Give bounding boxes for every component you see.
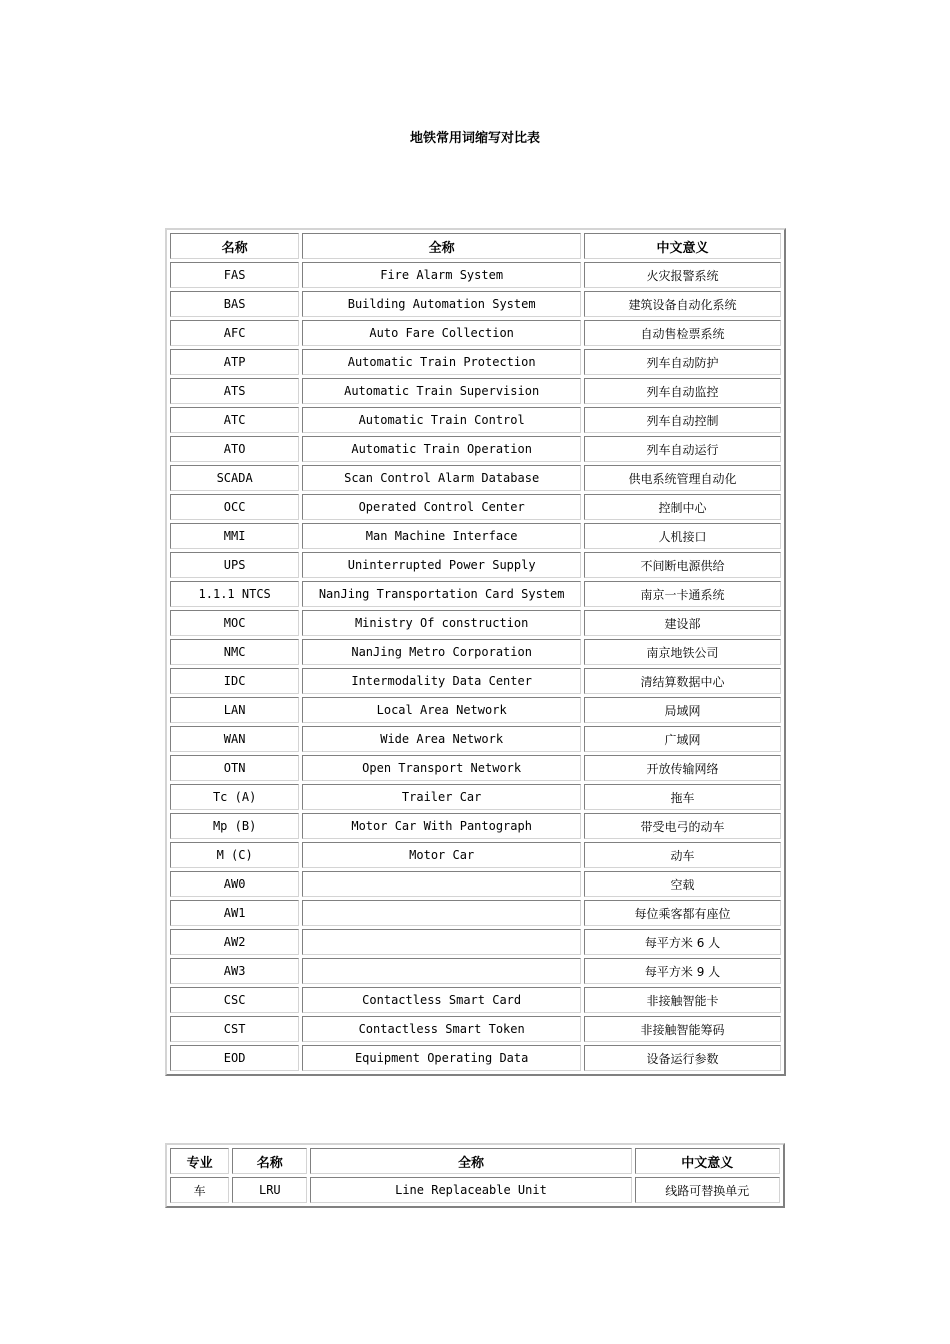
table-row bbox=[170, 784, 781, 810]
cell-full-name: Automatic Train Protection bbox=[302, 349, 581, 375]
table-header-row bbox=[170, 233, 781, 259]
cell-chinese-meaning: 空载 bbox=[584, 871, 781, 897]
cell-chinese-meaning: 动车 bbox=[584, 842, 781, 868]
cell-abbreviation: M (C) bbox=[170, 842, 299, 868]
column-header-specialty: 专业 bbox=[170, 1148, 229, 1174]
cell-full-name: Automatic Train Supervision bbox=[302, 378, 581, 404]
table-row bbox=[170, 842, 781, 868]
table-row bbox=[170, 726, 781, 752]
cell-full-name: Fire Alarm System bbox=[302, 262, 581, 288]
cell-chinese-meaning: 人机接口 bbox=[584, 523, 781, 549]
cell-full-name: Man Machine Interface bbox=[302, 523, 581, 549]
cell-chinese-meaning: 开放传输网络 bbox=[584, 755, 781, 781]
cell-full-name bbox=[302, 929, 581, 955]
cell-full-name: Line Replaceable Unit bbox=[310, 1177, 631, 1203]
cell-chinese-meaning: 不间断电源供给 bbox=[584, 552, 781, 578]
cell-abbreviation: LRU bbox=[232, 1177, 307, 1203]
table-row bbox=[170, 987, 781, 1013]
table-row bbox=[170, 291, 781, 317]
table-row bbox=[170, 349, 781, 375]
table-row bbox=[170, 755, 781, 781]
cell-abbreviation: MMI bbox=[170, 523, 299, 549]
cell-full-name: Wide Area Network bbox=[302, 726, 581, 752]
cell-full-name bbox=[302, 871, 581, 897]
cell-full-name: Equipment Operating Data bbox=[302, 1045, 581, 1071]
cell-abbreviation: 1.1.1 NTCS bbox=[170, 581, 299, 607]
table-row bbox=[170, 958, 781, 984]
table-row bbox=[170, 494, 781, 520]
cell-chinese-meaning: 每平方米 9 人 bbox=[584, 958, 781, 984]
table-header-row bbox=[170, 1148, 780, 1174]
table-row bbox=[170, 1177, 780, 1203]
table-row bbox=[170, 378, 781, 404]
cell-chinese-meaning: 清结算数据中心 bbox=[584, 668, 781, 694]
cell-abbreviation: BAS bbox=[170, 291, 299, 317]
cell-abbreviation: ATS bbox=[170, 378, 299, 404]
cell-full-name: Building Automation System bbox=[302, 291, 581, 317]
cell-full-name: Contactless Smart Card bbox=[302, 987, 581, 1013]
cell-full-name: Contactless Smart Token bbox=[302, 1016, 581, 1042]
cell-abbreviation: FAS bbox=[170, 262, 299, 288]
cell-chinese-meaning: 供电系统管理自动化 bbox=[584, 465, 781, 491]
cell-full-name: Uninterrupted Power Supply bbox=[302, 552, 581, 578]
column-header-full-name: 全称 bbox=[302, 233, 581, 259]
table-row bbox=[170, 697, 781, 723]
cell-full-name: Automatic Train Operation bbox=[302, 436, 581, 462]
column-header-chinese-meaning: 中文意义 bbox=[584, 233, 781, 259]
cell-full-name: Intermodality Data Center bbox=[302, 668, 581, 694]
cell-chinese-meaning: 自动售检票系统 bbox=[584, 320, 781, 346]
cell-full-name: NanJing Metro Corporation bbox=[302, 639, 581, 665]
table-row bbox=[170, 610, 781, 636]
cell-chinese-meaning: 非接触智能筹码 bbox=[584, 1016, 781, 1042]
cell-chinese-meaning: 线路可替换单元 bbox=[635, 1177, 781, 1203]
cell-abbreviation: AW3 bbox=[170, 958, 299, 984]
cell-abbreviation: MOC bbox=[170, 610, 299, 636]
cell-full-name: Local Area Network bbox=[302, 697, 581, 723]
cell-chinese-meaning: 建设部 bbox=[584, 610, 781, 636]
table-row bbox=[170, 581, 781, 607]
cell-abbreviation: NMC bbox=[170, 639, 299, 665]
page-title: 地铁常用词缩写对比表 bbox=[409, 131, 540, 146]
table-row bbox=[170, 436, 781, 462]
cell-chinese-meaning: 南京一卡通系统 bbox=[584, 581, 781, 607]
cell-chinese-meaning: 控制中心 bbox=[584, 494, 781, 520]
cell-abbreviation: AFC bbox=[170, 320, 299, 346]
table-row bbox=[170, 262, 781, 288]
cell-full-name: Auto Fare Collection bbox=[302, 320, 581, 346]
cell-abbreviation: ATP bbox=[170, 349, 299, 375]
cell-chinese-meaning: 列车自动运行 bbox=[584, 436, 781, 462]
cell-specialty: 车 bbox=[170, 1177, 229, 1203]
cell-chinese-meaning: 南京地铁公司 bbox=[584, 639, 781, 665]
cell-full-name bbox=[302, 958, 581, 984]
cell-abbreviation: WAN bbox=[170, 726, 299, 752]
table-row bbox=[170, 639, 781, 665]
table-row bbox=[170, 1045, 781, 1071]
cell-full-name: Scan Control Alarm Database bbox=[302, 465, 581, 491]
table-row bbox=[170, 813, 781, 839]
cell-full-name: Ministry Of construction bbox=[302, 610, 581, 636]
table-row bbox=[170, 465, 781, 491]
table-row bbox=[170, 668, 781, 694]
cell-full-name bbox=[302, 900, 581, 926]
cell-chinese-meaning: 非接触智能卡 bbox=[584, 987, 781, 1013]
cell-chinese-meaning: 带受电弓的动车 bbox=[584, 813, 781, 839]
cell-abbreviation: Mp (B) bbox=[170, 813, 299, 839]
lru-table bbox=[165, 1143, 785, 1208]
table-row bbox=[170, 1016, 781, 1042]
cell-abbreviation: EOD bbox=[170, 1045, 299, 1071]
cell-full-name: Open Transport Network bbox=[302, 755, 581, 781]
cell-abbreviation: OCC bbox=[170, 494, 299, 520]
table-row bbox=[170, 900, 781, 926]
cell-abbreviation: SCADA bbox=[170, 465, 299, 491]
cell-abbreviation: UPS bbox=[170, 552, 299, 578]
cell-abbreviation: OTN bbox=[170, 755, 299, 781]
cell-full-name: Motor Car With Pantograph bbox=[302, 813, 581, 839]
table-row bbox=[170, 929, 781, 955]
cell-abbreviation: LAN bbox=[170, 697, 299, 723]
abbreviation-table bbox=[165, 228, 786, 1076]
column-header-name: 名称 bbox=[232, 1148, 307, 1174]
table-row bbox=[170, 407, 781, 433]
column-header-name: 名称 bbox=[170, 233, 299, 259]
cell-chinese-meaning: 列车自动监控 bbox=[584, 378, 781, 404]
cell-chinese-meaning: 火灾报警系统 bbox=[584, 262, 781, 288]
table-row bbox=[170, 320, 781, 346]
cell-abbreviation: ATO bbox=[170, 436, 299, 462]
cell-chinese-meaning: 列车自动防护 bbox=[584, 349, 781, 375]
cell-abbreviation: AW0 bbox=[170, 871, 299, 897]
table-row bbox=[170, 552, 781, 578]
table-row bbox=[170, 523, 781, 549]
cell-abbreviation: Tc (A) bbox=[170, 784, 299, 810]
cell-chinese-meaning: 拖车 bbox=[584, 784, 781, 810]
cell-chinese-meaning: 列车自动控制 bbox=[584, 407, 781, 433]
cell-chinese-meaning: 设备运行参数 bbox=[584, 1045, 781, 1071]
cell-full-name: Trailer Car bbox=[302, 784, 581, 810]
column-header-chinese-meaning: 中文意义 bbox=[635, 1148, 781, 1174]
cell-abbreviation: AW1 bbox=[170, 900, 299, 926]
cell-full-name: Motor Car bbox=[302, 842, 581, 868]
cell-abbreviation: ATC bbox=[170, 407, 299, 433]
table-row bbox=[170, 871, 781, 897]
cell-abbreviation: IDC bbox=[170, 668, 299, 694]
cell-full-name: Automatic Train Control bbox=[302, 407, 581, 433]
cell-chinese-meaning: 建筑设备自动化系统 bbox=[584, 291, 781, 317]
cell-chinese-meaning: 局域网 bbox=[584, 697, 781, 723]
cell-full-name: Operated Control Center bbox=[302, 494, 581, 520]
cell-chinese-meaning: 每位乘客都有座位 bbox=[584, 900, 781, 926]
cell-chinese-meaning: 每平方米 6 人 bbox=[584, 929, 781, 955]
cell-full-name: NanJing Transportation Card System bbox=[302, 581, 581, 607]
cell-abbreviation: AW2 bbox=[170, 929, 299, 955]
cell-abbreviation: CSC bbox=[170, 987, 299, 1013]
cell-abbreviation: CST bbox=[170, 1016, 299, 1042]
cell-chinese-meaning: 广域网 bbox=[584, 726, 781, 752]
column-header-full-name: 全称 bbox=[310, 1148, 631, 1174]
